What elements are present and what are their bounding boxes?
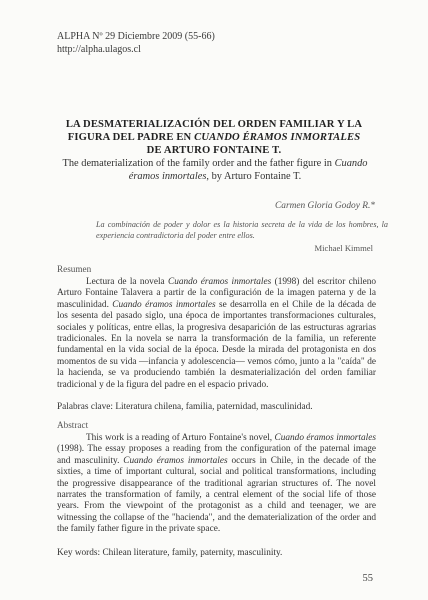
title-line-1: LA DESMATERIALIZACIÓN DEL ORDEN FAMILIAR Y LA <box>65 119 363 130</box>
journal-issue: ALPHA Nº 29 Diciembre 2009 (55-66) <box>57 31 215 42</box>
title-line-3: DE ARTURO FONTAINE T. <box>146 145 282 156</box>
journal-url[interactable]: http://alpha.ulagos.cl <box>57 44 141 55</box>
resumen-heading: Resumen <box>57 264 92 274</box>
epigraph-attribution: Michael Kimmel <box>314 243 373 253</box>
title-line-2 <box>40 131 388 144</box>
page-number: 55 <box>362 573 373 584</box>
author-name: Carmen Gloria Godoy R.* <box>275 201 375 211</box>
subtitle-line-1 <box>40 157 390 170</box>
abstract-novel-2: Cuando éramos inmortales <box>123 455 228 466</box>
subtitle-line-2 <box>40 170 390 183</box>
abstract-heading: Abstract <box>57 420 89 430</box>
abstract-text-3: occurs in Chile, in the decade of the sixties, a time of important cultural, social and political transformations, including the progressive disappearance of the traditional agrarian structures of. The novel narrates the transformation of family, a central element of the social life of those years. From the viewpoint of the protagonist as a child and teenager, we are witnessing the collapse of the "hacienda", and the dematerialization of the order and the family father figure in the private space. <box>57 455 376 535</box>
english-title <box>40 157 390 183</box>
abstract-paragraph <box>57 433 376 536</box>
epigraph: La combinación de poder y dolor es la historia secreta de la vida de los hombres, la experiencia contradictoria del poder entre ellos. <box>96 220 388 240</box>
subtitle-line-2-text: , by Arturo Fontaine T. <box>206 171 302 182</box>
abstract-novel-1: Cuando éramos inmortales <box>274 433 376 443</box>
article-title <box>40 118 388 157</box>
resumen-text-2: (1998) del escritor chileno Arturo Fontaine Talavera a partir de la configuración de la imagen paterna y de la masculinidad. <box>57 277 376 310</box>
subtitle-novel-name-1: Cuando <box>334 158 368 169</box>
title-line-2-text: FIGURA DEL PADRE EN <box>67 132 195 143</box>
subtitle-line-1-text: The dematerialization of the family order and the father figure in <box>62 158 335 169</box>
resumen-text-1: Lectura de la novela <box>86 277 168 287</box>
journal-header <box>57 30 215 56</box>
resumen-novel-1: Cuando éramos inmortales <box>168 277 272 287</box>
keywords: Key words: Chilean literature, family, paternity, masculinity. <box>57 548 283 558</box>
subtitle-novel-name-2: éramos inmortales <box>128 171 207 182</box>
abstract-text-2: (1998). The essay proposes a reading from the configuration of the paternal image and masculinity. <box>57 444 376 466</box>
resumen-paragraph <box>57 277 376 391</box>
resumen-novel-2: Cuando éramos inmortales <box>112 299 216 310</box>
title-novel-name: CUANDO ÉRAMOS INMORTALES <box>194 132 361 143</box>
abstract-text-1: This work is a reading of Arturo Fontaine's novel, <box>86 433 275 443</box>
resumen-text-3: se desarrolla en el Chile de la década de los sesenta del pasado siglo, una época de importantes transformaciones culturales, sociales y políticas, entre ellas, la progresiva desaparición de las estructuras agrarias tradicionales. En la novela se narra la transformación de la familia, un referente fundamental en la vida social de la época. Desde la mirada del protagonista en dos momentos de su vida —infancia y adolescencia— vemos cómo, junto a la "caída" de la hacienda, se va produciendo también la desmaterialización del orden familiar tradicional y de la figura del padre en el espacio privado. <box>57 299 376 390</box>
palabras-clave: Palabras clave: Literatura chilena, familia, paternidad, masculinidad. <box>57 402 313 412</box>
